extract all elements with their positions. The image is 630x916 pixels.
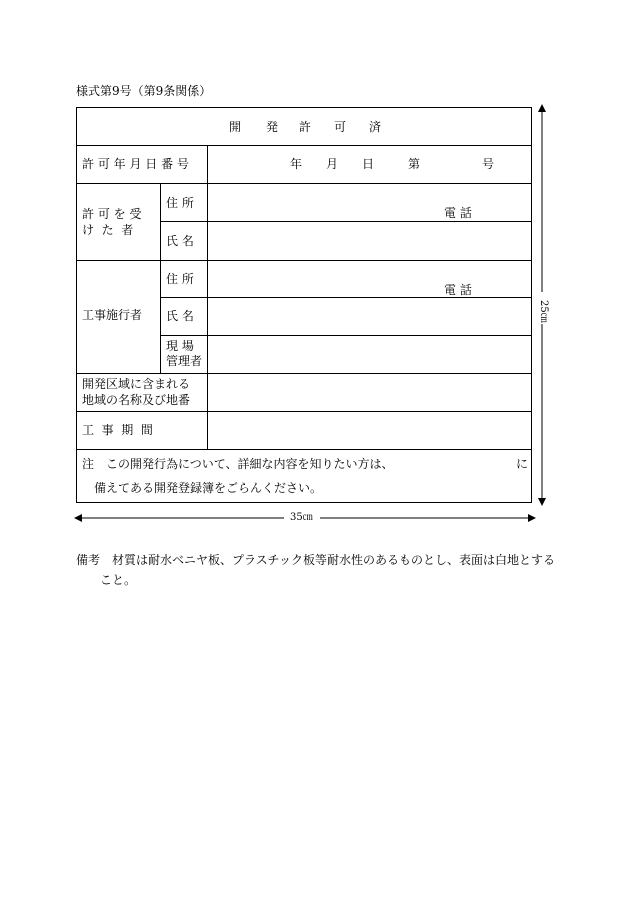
site-manager-label: 管理者 — [166, 354, 203, 368]
height-dimension-label: 25㎝ — [538, 300, 549, 323]
header-title-char: 発 — [266, 120, 279, 134]
header-title-char: 可 — [334, 120, 347, 134]
year-label: 年 — [290, 157, 303, 171]
column-divider — [207, 145, 208, 449]
remarks-label: 備考 — [76, 553, 101, 567]
row-divider — [160, 335, 531, 336]
contractor-label: 工事施行者 — [82, 308, 143, 322]
contractor-phone-label: 電 話 — [444, 283, 472, 297]
number-suffix-label: 号 — [482, 157, 495, 171]
row-divider — [160, 221, 531, 222]
permit-date-number-label: 許 可 年 月 日 番 号 — [82, 157, 189, 171]
contractor-name-label: 氏 名 — [166, 309, 194, 323]
permittee-phone-label: 電 話 — [444, 206, 472, 220]
remarks-text: 材質は耐水ベニヤ板、プラスチック板等耐水性のあるものとし、表面は白地とする — [112, 553, 556, 567]
contractor-address-label: 住 所 — [166, 272, 194, 286]
permittee-label: け た 者 — [82, 223, 134, 237]
construction-period-label: 工 事 期 間 — [82, 423, 153, 437]
development-area-label: 地域の名称及び地番 — [82, 393, 191, 407]
permittee-name-label: 氏 名 — [166, 234, 194, 248]
site-manager-label: 現 場 — [166, 339, 194, 353]
row-divider — [160, 297, 531, 298]
width-dimension-label: 35㎝ — [290, 512, 313, 523]
remarks-text: こと。 — [100, 573, 137, 587]
note-text-suffix: に — [516, 457, 529, 471]
header-title-char: 許 — [299, 120, 312, 134]
day-label: 日 — [362, 157, 375, 171]
permittee-address-label: 住 所 — [166, 196, 194, 210]
row-divider — [77, 373, 531, 374]
month-label: 月 — [326, 157, 339, 171]
form-number-title: 様式第9号（第9条関係） — [76, 84, 212, 98]
note-text: 備えてある開発登録簿をごらんください。 — [94, 481, 323, 495]
permittee-label: 許 可 を 受 — [82, 207, 142, 221]
development-area-label: 開発区域に含まれる — [82, 377, 191, 391]
row-divider — [77, 260, 531, 261]
row-divider — [77, 145, 531, 146]
column-divider — [160, 183, 161, 373]
row-divider — [77, 449, 531, 450]
number-prefix-label: 第 — [408, 157, 421, 171]
row-divider — [77, 411, 531, 412]
note-text: 注 この開発行為について、詳細な内容を知りたい方は、 — [82, 457, 394, 471]
header-title-char: 開 — [229, 120, 242, 134]
row-divider — [77, 183, 531, 184]
header-title-char: 済 — [369, 120, 382, 134]
